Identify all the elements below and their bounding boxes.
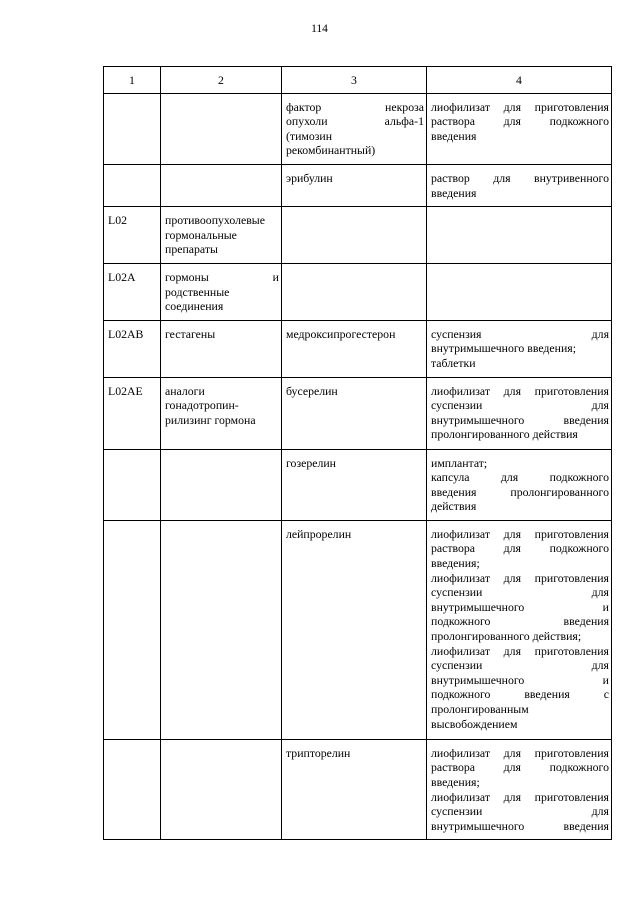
dosage-form-line: внутримышечного введения;: [431, 341, 576, 356]
dosage-form-line: пролонгированного действия;: [431, 629, 582, 644]
atc-code: L02A: [108, 269, 136, 284]
drug-name-line: лейпрорелин: [286, 526, 352, 541]
dosage-form-line: введения: [431, 128, 477, 143]
group-line: гормональные: [165, 227, 237, 242]
group-line: гормоны и: [165, 269, 279, 284]
header-cell-3: 3: [282, 67, 427, 94]
dosage-form-line: введения: [431, 185, 477, 200]
drug-name-cell: [282, 263, 427, 320]
dosage-form-line: лиофилизат для приготовления: [431, 99, 609, 114]
group-line: препараты: [165, 242, 218, 257]
dosage-form-line: действия: [431, 499, 477, 514]
dosage-form-line: лиофилизат для приготовления: [431, 383, 609, 398]
dosage-form-line: суспензии для: [431, 804, 609, 819]
atc-code-cell: [104, 520, 161, 739]
dosage-form-line: лиофилизат для приготовления: [431, 526, 609, 541]
table-row: [104, 164, 612, 206]
drug-name-line: рекомбинантный): [286, 143, 376, 158]
dosage-form-line: суспензии для: [431, 585, 609, 600]
drug-table: [103, 66, 612, 840]
atc-code-cell: [104, 263, 161, 320]
group-cell: [161, 377, 282, 449]
page-number: 114: [311, 23, 328, 35]
table-row: [104, 320, 612, 377]
drug-name-cell: [282, 207, 427, 264]
atc-code-cell: [104, 207, 161, 264]
group-cell: [161, 164, 282, 206]
dosage-form-cell: [427, 320, 612, 377]
atc-code: L02AB: [108, 326, 144, 341]
group-line: соединения: [165, 299, 224, 314]
group-cell: [161, 263, 282, 320]
atc-code-cell: [104, 739, 161, 840]
drug-name-cell: [282, 449, 427, 520]
header-cell-4: 4: [427, 67, 612, 94]
dosage-form-line: лиофилизат для приготовления: [431, 570, 609, 585]
dosage-form-line: суспензия для: [431, 326, 609, 341]
drug-name-cell: [282, 377, 427, 449]
dosage-form-cell: [427, 93, 612, 164]
dosage-form-line: введения;: [431, 556, 480, 571]
group-cell: [161, 449, 282, 520]
dosage-form-line: раствор для внутривенного: [431, 170, 609, 185]
table-row: [104, 263, 612, 320]
drug-name-cell: [282, 739, 427, 840]
table-row: [104, 377, 612, 449]
drug-name-cell: [282, 93, 427, 164]
table-header-row: [104, 67, 612, 94]
dosage-form-line: введения пролонгированного: [431, 484, 609, 499]
dosage-form-cell: [427, 520, 612, 739]
group-line: родственные: [165, 284, 230, 299]
drug-name-line: бусерелин: [286, 383, 338, 398]
drug-name-cell: [282, 520, 427, 739]
table-row: [104, 93, 612, 164]
atc-code-cell: [104, 93, 161, 164]
table-row: [104, 739, 612, 840]
atc-code: L02: [108, 213, 128, 228]
header-cell-2: 2: [161, 67, 282, 94]
group-cell: [161, 739, 282, 840]
atc-code-cell: [104, 449, 161, 520]
dosage-form-line: пролонгированным: [431, 702, 529, 716]
dosage-form-line: подкожного введения: [431, 614, 609, 629]
dosage-form-line: раствора для подкожного: [431, 760, 609, 775]
dosage-form-line: лиофилизат для приготовления: [431, 745, 609, 760]
atc-code-cell: [104, 377, 161, 449]
atc-code: L02AE: [108, 383, 143, 398]
dosage-form-line: внутримышечного введения: [431, 412, 609, 427]
dosage-form-cell: [427, 449, 612, 520]
dosage-form-line: подкожного введения с: [431, 687, 609, 702]
group-cell: [161, 320, 282, 377]
drug-name-line: трипторелин: [286, 745, 351, 760]
group-line: рилизинг гормона: [165, 412, 256, 427]
dosage-form-cell: [427, 207, 612, 264]
dosage-form-line: введения;: [431, 775, 480, 790]
group-line: противоопухолевые: [165, 213, 265, 228]
dosage-form-cell: [427, 739, 612, 840]
drug-name-line: фактор некроза: [286, 99, 424, 114]
dosage-form-cell: [427, 377, 612, 449]
table-row: [104, 207, 612, 264]
dosage-form-line: суспензии для: [431, 658, 609, 673]
drug-name-line: опухоли альфа-1: [286, 114, 424, 129]
dosage-form-cell: [427, 164, 612, 206]
dosage-form-line: раствора для подкожного: [431, 541, 609, 556]
dosage-form-line: внутримышечного и: [431, 599, 609, 614]
dosage-form-line: пролонгированного действия: [431, 427, 578, 442]
atc-code-cell: [104, 320, 161, 377]
group-line: гестагены: [165, 326, 216, 341]
dosage-form-line: лиофилизат для приготовления: [431, 789, 609, 804]
dosage-form-line: внутримышечного введения: [431, 818, 609, 833]
dosage-form-line: таблетки: [431, 355, 476, 370]
dosage-form-line: суспензии для: [431, 398, 609, 413]
dosage-form-line: высвобождением: [431, 716, 518, 731]
drug-name-line: (тимозин: [286, 128, 333, 143]
drug-name-line: эрибулин: [286, 170, 333, 185]
dosage-form-line: капсула для подкожного: [431, 470, 609, 485]
group-line: гонадотропин-: [165, 398, 239, 413]
group-line: аналоги: [165, 383, 205, 398]
drug-name-cell: [282, 164, 427, 206]
dosage-form-line: раствора для подкожного: [431, 114, 609, 129]
group-cell: [161, 207, 282, 264]
drug-name-cell: [282, 320, 427, 377]
drug-name-line: гозерелин: [286, 455, 336, 470]
table-row: [104, 520, 612, 739]
dosage-form-cell: [427, 263, 612, 320]
group-cell: [161, 520, 282, 739]
header-cell-1: 1: [104, 67, 161, 94]
dosage-form-line: лиофилизат для приготовления: [431, 643, 609, 658]
atc-code-cell: [104, 164, 161, 206]
group-cell: [161, 93, 282, 164]
table-row: [104, 449, 612, 520]
dosage-form-line: внутримышечного и: [431, 672, 609, 687]
dosage-form-line: имплантат;: [431, 455, 488, 470]
drug-name-line: медроксипрогестерон: [286, 326, 396, 341]
